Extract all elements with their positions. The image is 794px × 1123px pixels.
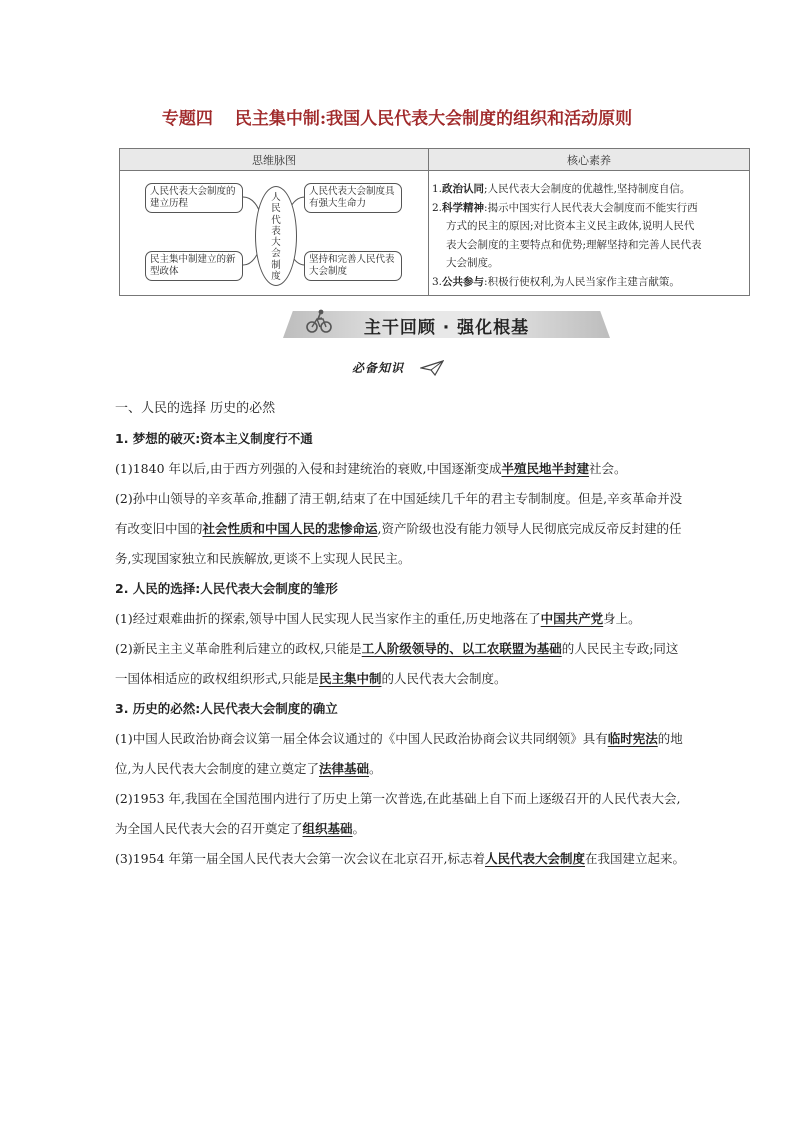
section-heading-2: 2. 人民的选择:人民代表大会制度的雏形 — [115, 581, 338, 596]
mindmap-node-new-polity: 民主集中制建立的新型政体 — [145, 251, 243, 281]
keyword: 组织基础 — [302, 821, 353, 836]
cyclist-icon — [305, 308, 333, 334]
keyword: 法律基础 — [318, 761, 369, 776]
keyword: 半殖民地半封建 — [501, 461, 589, 476]
knowledge-content — [115, 394, 690, 874]
mindmap-center-label: 人民代表大会制度 — [271, 192, 281, 283]
paragraph-3-1: (1)中国人民政治协商会议第一届全体会议通过的《中国人民政治协商会议共同纲领》具有临时宪法的地位,为人民代表大会制度的建立奠定了法律基础。 — [115, 731, 683, 776]
section-heading-3: 3. 历史的必然:人民代表大会制度的确立 — [115, 701, 338, 716]
keyword: 人民代表大会制度 — [484, 851, 585, 866]
paragraph-1-1: (1)1840 年以后,由于西方列强的入侵和封建统治的衰败,中国逐渐变成半殖民地半封建社会。 — [115, 461, 627, 476]
keyword: 民主集中制 — [318, 671, 382, 686]
topic-name: 民主集中制:我国人民代表大会制度的组织和活动原则 — [234, 109, 633, 129]
core-literacy-header: 核心素养 — [567, 154, 611, 167]
keyword: 临时宪法 — [607, 731, 658, 746]
core-item-scientific-spirit: 2.科学精神:揭示中国实行人民代表大会制度而不能实行西 方式的民主的原因;对比资本主义民主政体,说明人民代 表大会制度的主要特点和优势;理解坚持和完善人民代表 大会制度。 — [432, 201, 702, 269]
core-literacy-list — [432, 180, 748, 291]
paragraph-2-1: (1)经过艰难曲折的探索,领导中国人民实现人民当家作主的重任,历史地落在了中国共产党身上。 — [115, 611, 641, 626]
core-item-political-identity: 1.政治认同;人民代表大会制度的优越性,坚持制度自信。 — [432, 183, 691, 195]
topic-number: 专题四 — [161, 109, 213, 129]
section-heading-1: 1. 梦想的破灭:资本主义制度行不通 — [115, 431, 313, 446]
keyword: 社会性质和中国人民的悲惨命运 — [202, 521, 378, 536]
mindmap-header: 思维脉图 — [252, 154, 296, 167]
keyword: 中国共产党 — [540, 611, 604, 626]
paragraph-3-2: (2)1953 年,我国在全国范围内进行了历史上第一次普选,在此基础上自下而上逐级召开的人民代表大会,为全国人民代表大会的召开奠定了组织基础。 — [115, 791, 681, 836]
paragraph-2-2: (2)新民主主义革命胜利后建立的政权,只能是工人阶级领导的、以工农联盟为基础的人民民主专政;同这一国体相适应的政权组织形式,只能是民主集中制的人民代表大会制度。 — [115, 641, 679, 686]
page-title — [0, 104, 794, 129]
mindmap-node-history: 人民代表大会制度的建立历程 — [145, 183, 243, 213]
paragraph-3-3: (3)1954 年第一届全国人民代表大会第一次会议在北京召开,标志着人民代表大会制度在我国建立起来。 — [115, 851, 685, 866]
part-title: 一、人民的选择 历史的必然 — [115, 401, 276, 416]
banner-title: 主干回顾 · 强化根基 — [363, 318, 530, 338]
mindmap-node-vitality: 人民代表大会制度具有强大生命力 — [304, 183, 402, 213]
keyword: 工人阶级领导的、以工农联盟为基础 — [361, 641, 562, 656]
required-knowledge-tag: 必备知识 — [352, 361, 405, 375]
core-item-public-participation: 3.公共参与:积极行使权利,为人民当家作主建言献策。 — [432, 275, 680, 288]
paper-plane-icon — [420, 360, 444, 376]
mindmap-node-uphold: 坚持和完善人民代表大会制度 — [304, 251, 402, 281]
paragraph-1-2: (2)孙中山领导的辛亥革命,推翻了清王朝,结束了在中国延续几千年的君主专制制度。但是,辛亥革命并没有改变旧中国的社会性质和中国人民的悲惨命运,资产阶级也没有能力领导人民彻底完成反帝反封建的任务,实现国家独立和民族解放,更谈不上实现人民民主。 — [115, 491, 683, 566]
